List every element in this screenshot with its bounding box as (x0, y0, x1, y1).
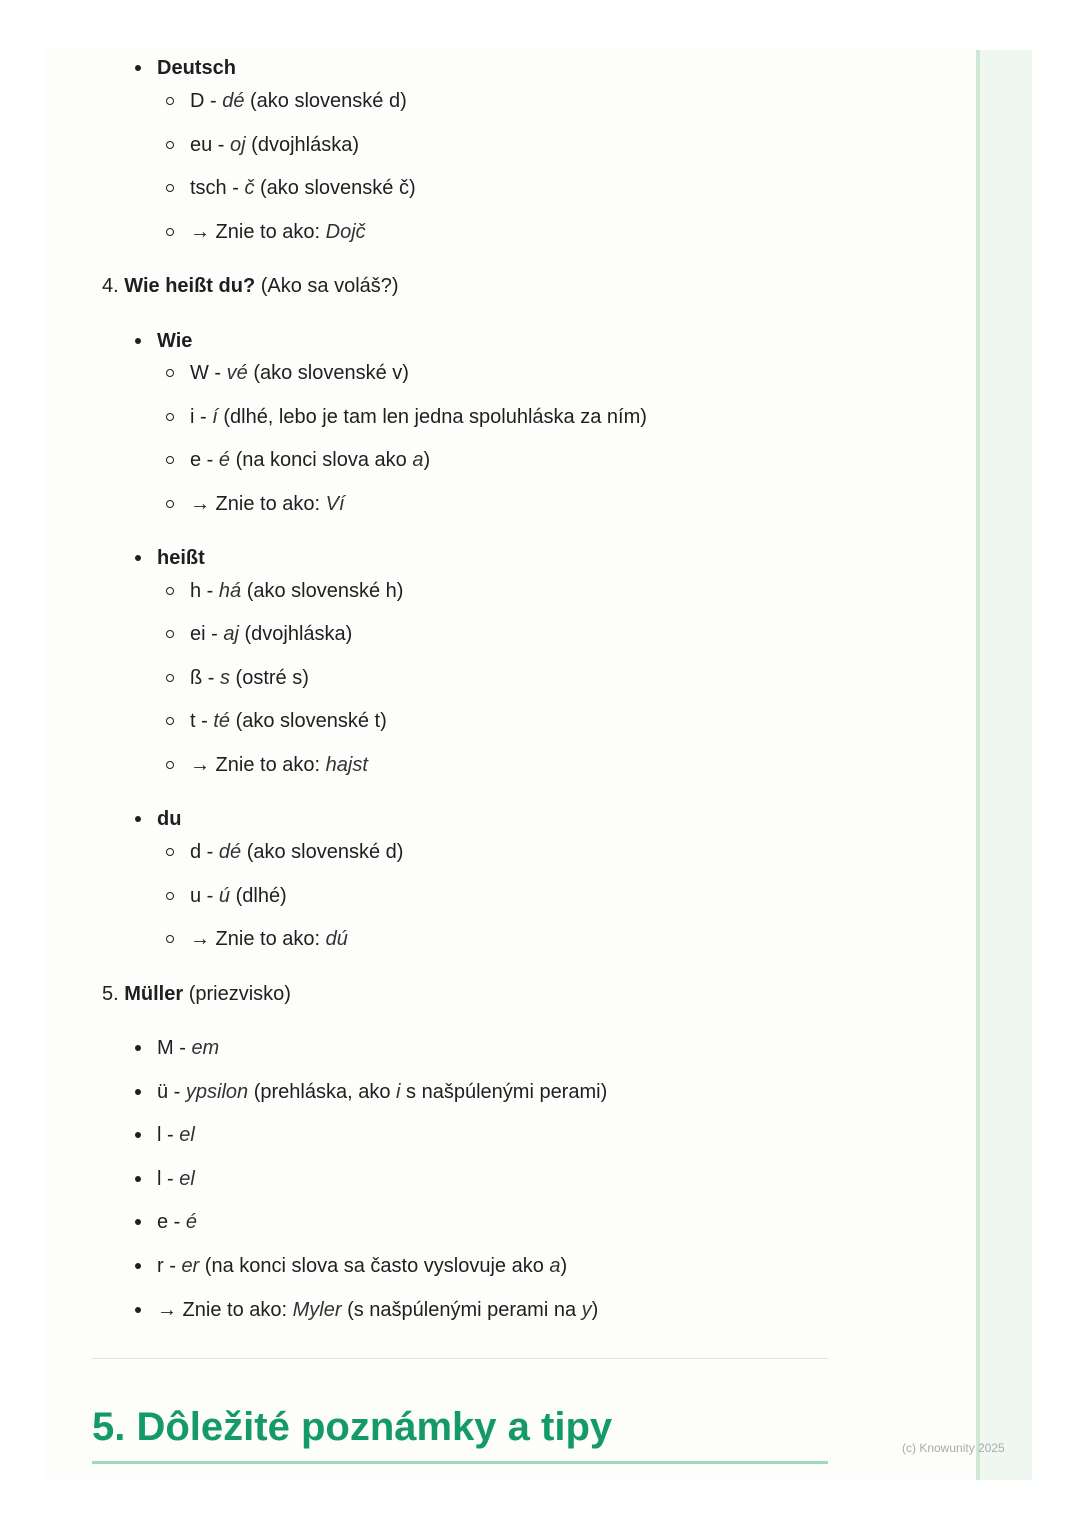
list-item: i - í (dlhé, lebo je tam len jedna spoluhláska za ním) (190, 406, 647, 428)
list-item: ü - ypsilon (prehláska, ako i s našpúlenými perami) (157, 1081, 608, 1103)
list-item: → Znie to ako: Ví (190, 493, 345, 515)
list-item: → Znie to ako: Myler (s našpúlenými perami na y) (157, 1299, 599, 1321)
list-item: → Znie to ako: dú (190, 928, 348, 950)
list-item: ei - aj (dvojhláska) (190, 623, 353, 645)
heading-underline (92, 1461, 828, 1464)
list-item: ß - s (ostré s) (190, 667, 309, 689)
section-divider (92, 1358, 828, 1359)
phrase-5-heading: 5. Müller (priezvisko) (102, 983, 291, 1005)
list-item: M - em (157, 1037, 220, 1059)
list-item: e - é (157, 1211, 198, 1233)
list-item: t - té (ako slovenské t) (190, 710, 387, 732)
list-item: → Znie to ako: Dojč (190, 221, 366, 243)
list-item: l - el (157, 1168, 195, 1190)
word-heisst-title: heißt (157, 547, 205, 569)
list-item: eu - oj (dvojhláska) (190, 134, 359, 156)
copyright-footer: (c) Knowunity 2025 (902, 1441, 1005, 1455)
list-item: D - dé (ako slovenské d) (190, 90, 407, 112)
word-deutsch-title: Deutsch (157, 57, 236, 79)
list-item: tsch - č (ako slovenské č) (190, 177, 416, 199)
list-item: u - ú (dlhé) (190, 885, 287, 907)
list-item: e - é (na konci slova ako a) (190, 449, 431, 471)
list-item: h - há (ako slovenské h) (190, 580, 404, 602)
word-wie-title: Wie (157, 330, 193, 352)
word-du-title: du (157, 808, 182, 830)
list-item: W - vé (ako slovenské v) (190, 362, 409, 384)
phrase-4-heading: 4. Wie heißt du? (Ako sa voláš?) (102, 275, 399, 297)
list-item: r - er (na konci slova sa často vyslovuje ako a) (157, 1255, 568, 1277)
list-item: d - dé (ako slovenské d) (190, 841, 404, 863)
list-item: → Znie to ako: hajst (190, 754, 368, 776)
section-heading: 5. Dôležité poznámky a tipy (92, 1405, 613, 1449)
side-panel (976, 50, 1032, 1480)
list-item: l - el (157, 1124, 195, 1146)
